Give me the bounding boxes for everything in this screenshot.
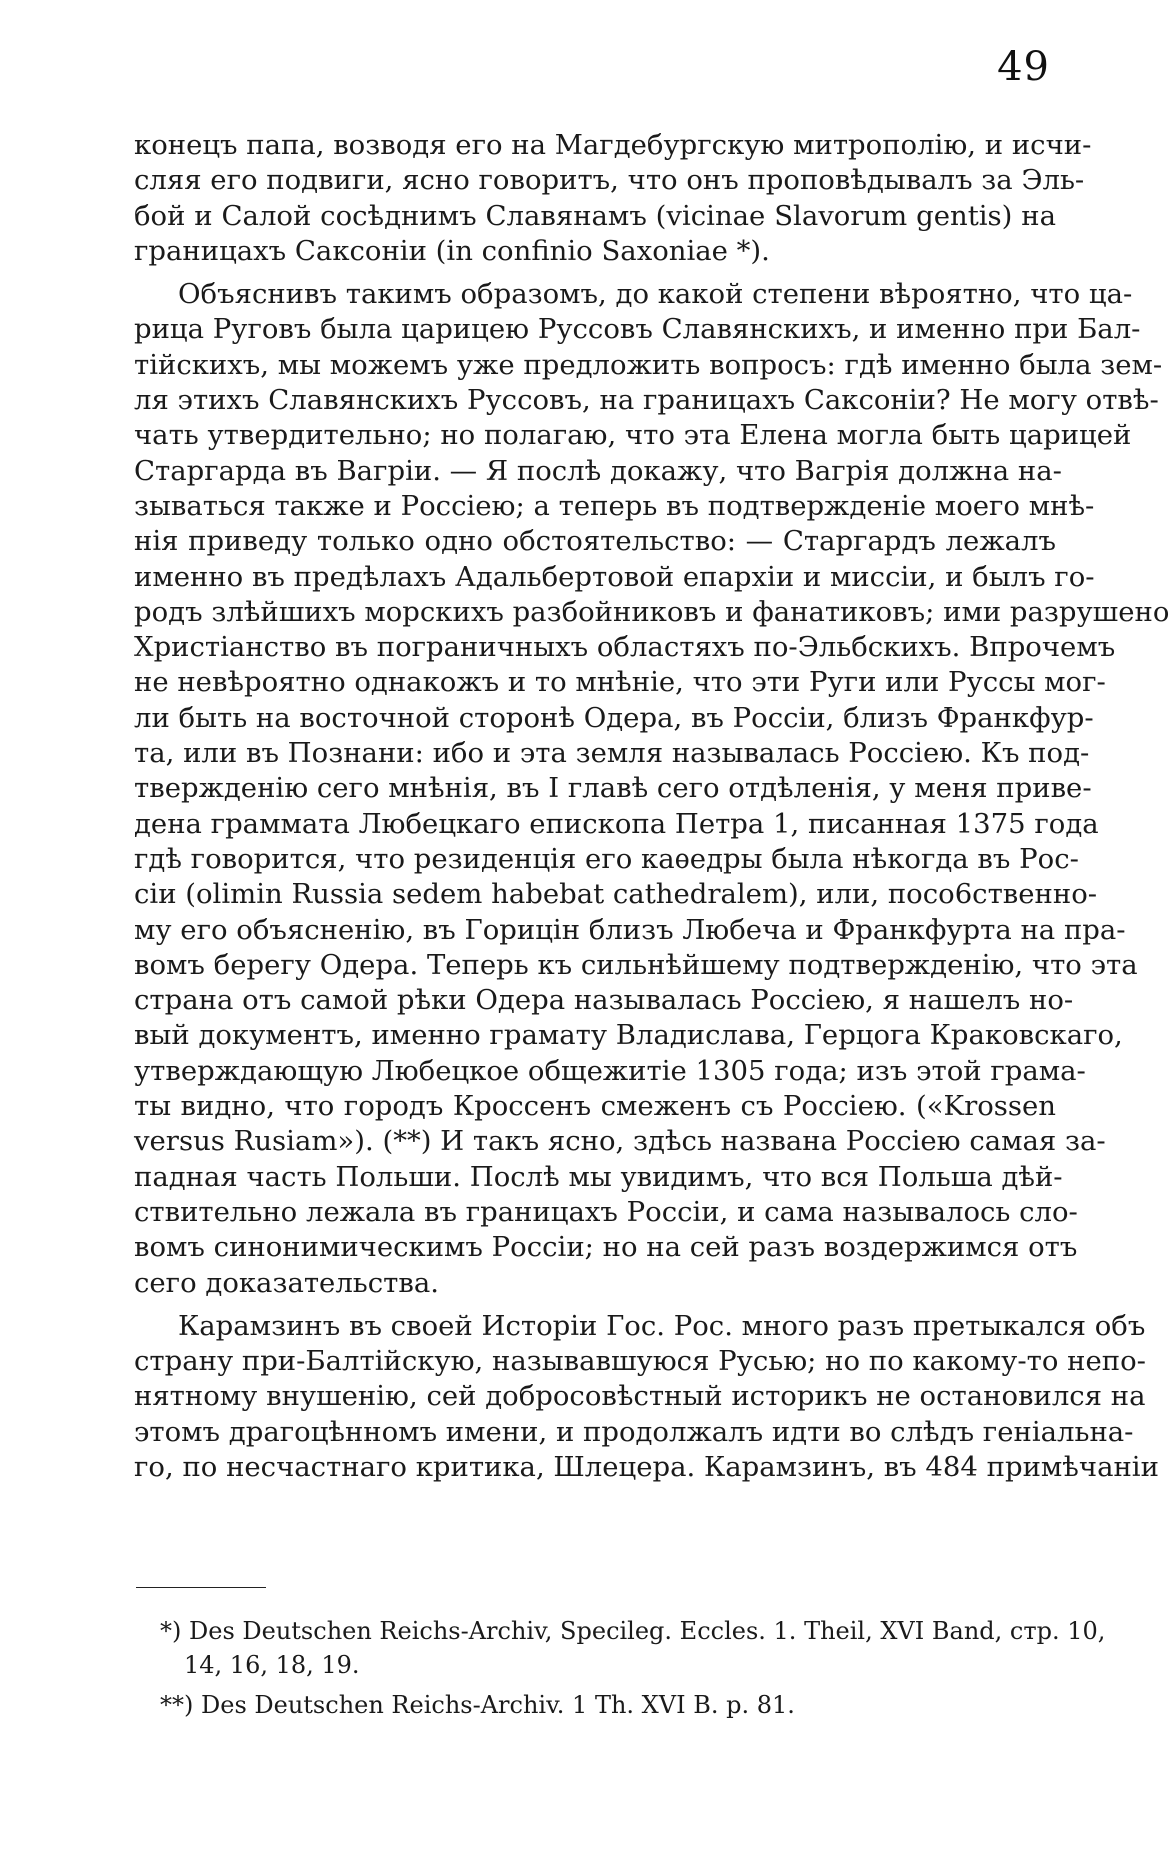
- text-line: страна отъ самой рѣки Одера называлась Россіею, я нашелъ но-: [134, 984, 1074, 1017]
- text-line: сляя его подвиги, ясно говоритъ, что онъ проповѣдывалъ за Эль-: [134, 164, 1085, 197]
- footnote-line: 14, 16, 18, 19.: [184, 1651, 360, 1679]
- text-line: Карамзинъ въ своей Исторіи Гос. Рос. много разъ претыкался объ: [178, 1309, 1146, 1342]
- text-line: вомъ синонимическимъ Россіи; но на сей разъ воздержимся отъ: [134, 1231, 1078, 1264]
- text-line: versus Rusiam»). (**) И такъ ясно, здѣсь названа Россіею самая за-: [134, 1125, 1106, 1158]
- text-line: этомъ драгоцѣнномъ имени, и продолжалъ идти во слѣдъ геніальна-: [134, 1415, 1134, 1448]
- paragraph-3: [134, 1309, 1159, 1485]
- text-line: родъ злѣйшихъ морскихъ разбойниковъ и фанатиковъ; ими разрушено: [134, 595, 1169, 628]
- footnotes: [160, 1614, 1106, 1722]
- footnote-line: **) Des Deutschen Reichs-Archiv. 1 Th. XVI B. p. 81.: [160, 1691, 795, 1719]
- footnote-1: [160, 1614, 1106, 1682]
- text-line: ствительно лежала въ границахъ Россіи, и сама называлось сло-: [134, 1195, 1078, 1228]
- paragraph-2: [134, 277, 1169, 1301]
- text-line: конецъ папа, возводя его на Магдебургскую митрополію, и исчи-: [134, 129, 1092, 161]
- text-line: та, или въ Познани: ибо и эта земля называлась Россіею. Къ под-: [134, 737, 1090, 770]
- footnote-2: [160, 1688, 1060, 1722]
- text-line: именно въ предѣлахъ Адальбертовой епархіи и миссіи, и былъ го-: [134, 560, 1095, 593]
- text-line: Объяснивъ такимъ образомъ, до какой степени вѣроятно, что ца-: [178, 278, 1133, 311]
- text-line: дена граммата Любецкаго епископа Петра 1, писанная 1375 года: [134, 807, 1099, 840]
- text-line: Старгарда въ Вагріи. — Я послѣ докажу, что Вагрія должна на-: [134, 454, 1062, 487]
- text-line: чать утвердительно; но полагаю, что эта Елена могла быть царицей: [134, 419, 1132, 452]
- text-line: твержденію сего мнѣнія, въ I главѣ сего отдѣленія, у меня приве-: [134, 772, 1092, 805]
- text-line: Христіанство въ пограничныхъ областяхъ по-Эльбскихъ. Впрочемъ: [134, 631, 1116, 664]
- text-line: нятному внушенію, сей добросовѣстный историкъ не остановился на: [134, 1380, 1146, 1413]
- footnote-line: *) Des Deutschen Reichs-Archiv, Specileg. Eccles. 1. Theil, XVI Band, стр. 10,: [160, 1617, 1106, 1645]
- paragraph-1: [134, 128, 1092, 269]
- body-text: [134, 128, 1169, 1485]
- page-number: 49: [997, 44, 1050, 90]
- text-line: границахъ Саксоніи (in confinio Saxoniae *).: [134, 234, 770, 267]
- text-line: ты видно, что городъ Кроссенъ смеженъ съ Россіею. («Krossen: [134, 1090, 1056, 1123]
- text-line: падная часть Польши. Послѣ мы увидимъ, что вся Польша дѣй-: [134, 1160, 1063, 1193]
- text-line: го, по несчастнаго критика, Шлецера. Карамзинъ, въ 484 примѣчаніи: [134, 1450, 1159, 1483]
- text-line: страну при-Балтійскую, называвшуюся Русью; но по какому-то непо-: [134, 1345, 1146, 1378]
- text-line: тійскихъ, мы можемъ уже предложить вопросъ: гдѣ именно была зем-: [134, 348, 1163, 381]
- text-line: сего доказательства.: [134, 1266, 440, 1299]
- text-line: ля этихъ Славянскихъ Руссовъ, на границахъ Саксоніи? Не могу отвѣ-: [134, 384, 1159, 417]
- text-line: нія приведу только одно обстоятельство: — Старгардъ лежалъ: [134, 525, 1056, 558]
- text-line: не невѣроятно однакожъ и то мнѣніе, что эти Руги или Руссы мог-: [134, 666, 1106, 699]
- text-line: бой и Салой сосѣднимъ Славянамъ (vicinae Slavorum gentis) на: [134, 199, 1056, 232]
- text-line: рица Руговъ была царицею Руссовъ Славянскихъ, и именно при Бал-: [134, 313, 1141, 346]
- text-line: му его объясненію, въ Горицін близъ Любеча и Франкфурта на пра-: [134, 913, 1126, 946]
- text-line: вый документъ, именно грамату Владислава, Герцога Краковскаго,: [134, 1019, 1123, 1052]
- text-line: сіи (olimin Russia sedem habebat cathedralem), или, посо6ственно-: [134, 878, 1098, 911]
- text-line: вомъ берегу Одера. Теперь къ сильнѣйшему подтвержденію, что эта: [134, 948, 1138, 981]
- text-line: гдѣ говорится, что резиденція его каѳедры была нѣкогда въ Рос-: [134, 842, 1079, 875]
- text-line: утверждающую Любецкое общежитіе 1305 года; изъ этой грама-: [134, 1054, 1086, 1087]
- text-line: зываться также и Россіею; а теперь въ подтвержденіе моего мнѣ-: [134, 489, 1095, 522]
- text-line: ли быть на восточной сторонѣ Одера, въ Россіи, близъ Франкфур-: [134, 701, 1094, 734]
- footnote-divider: [136, 1587, 266, 1588]
